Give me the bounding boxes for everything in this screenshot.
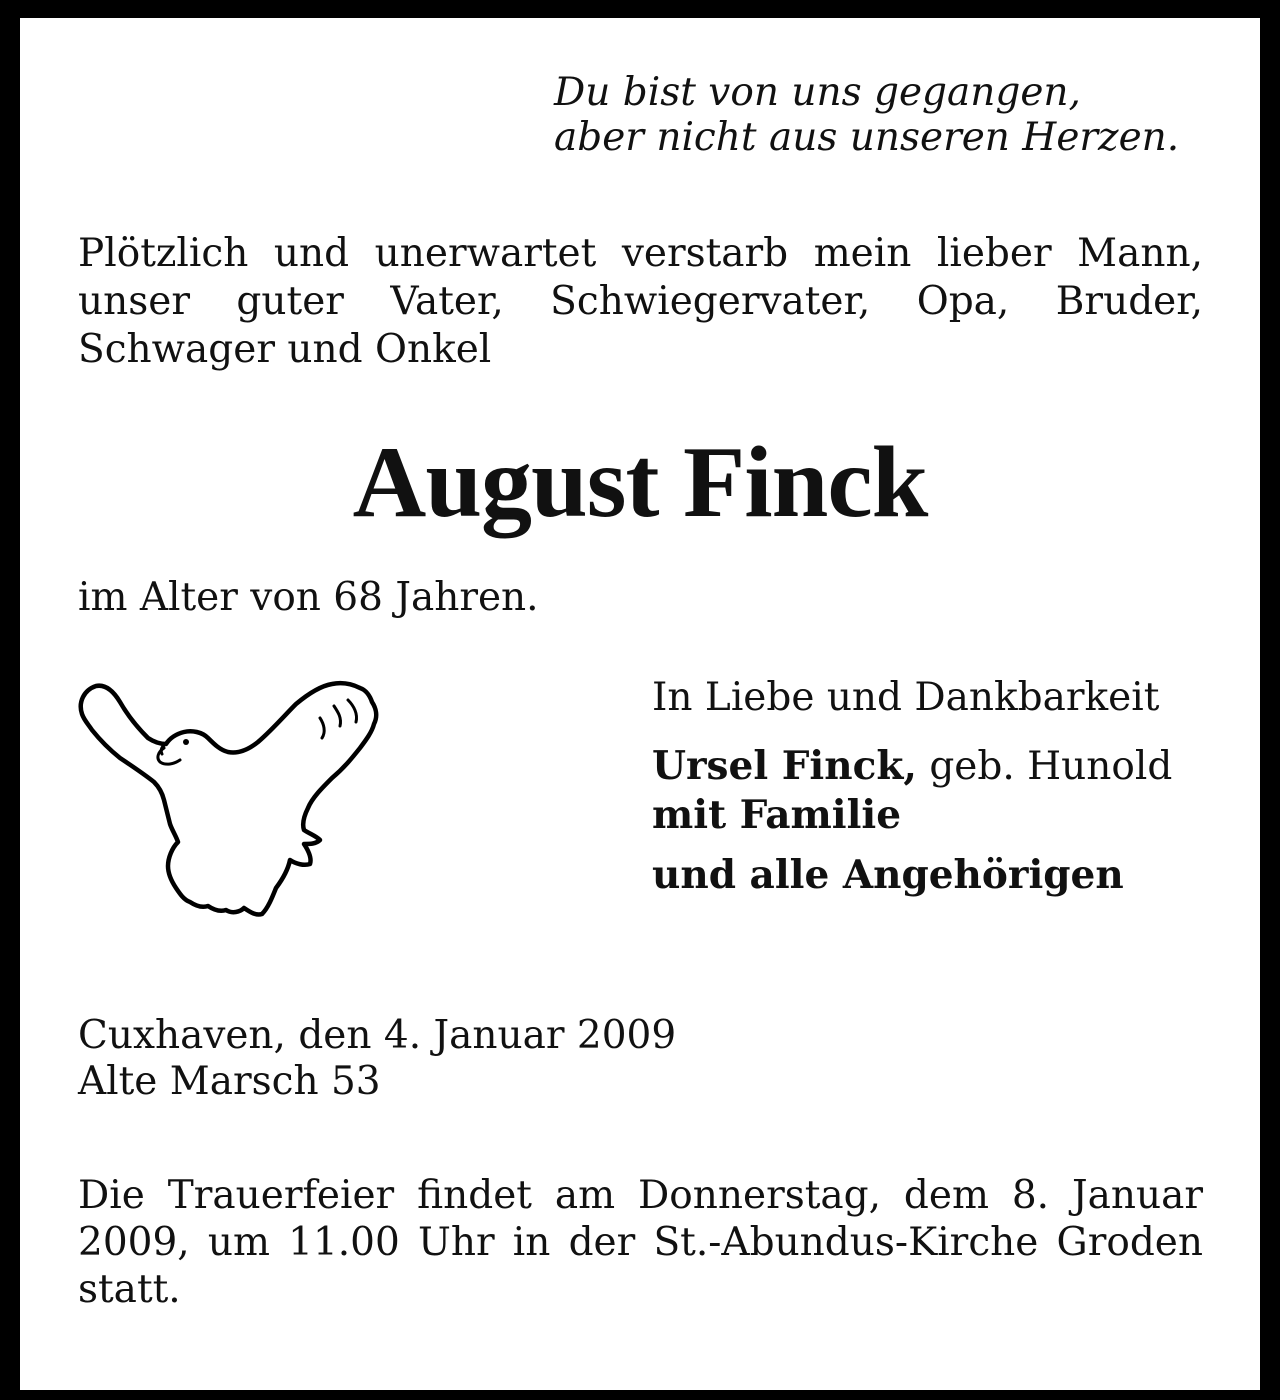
closing-heading: In Liebe und Dankbarkeit (652, 675, 1160, 720)
closing-signature (652, 674, 1212, 899)
mourner-name: Ursel Finck, (652, 743, 917, 789)
funeral-notice: Die Trauerfeier findet am Donnerstag, dem 8. Januar 2009, um 11.00 Uhr in der St.-Abundus-Kirche Groden statt. (78, 1173, 1203, 1312)
age-text: im Alter von 68 Jahren. (78, 575, 539, 620)
place-date (78, 1013, 978, 1105)
dove-icon (76, 678, 384, 922)
relatives-text: und alle Angehörigen (652, 852, 1124, 898)
mourner-line (652, 742, 1212, 791)
motto-line-2: aber nicht aus unseren Herzen. (554, 115, 1180, 160)
motto (554, 70, 1254, 160)
deceased-name: August Finck (352, 426, 928, 539)
place-date-line: Cuxhaven, den 4. Januar 2009 (78, 1013, 677, 1058)
address-line: Alte Marsch 53 (78, 1059, 381, 1104)
mourner-maiden-name: geb. Hunold (916, 744, 1173, 789)
family-text: mit Familie (652, 792, 902, 838)
announcement-text: Plötzlich und unerwartet verstarb mein lieber Mann, unser guter Vater, Schwiegervater, Opa, Bruder, Schwager und Onkel (78, 231, 1203, 372)
motto-line-1: Du bist von uns gegangen, (554, 70, 1081, 115)
